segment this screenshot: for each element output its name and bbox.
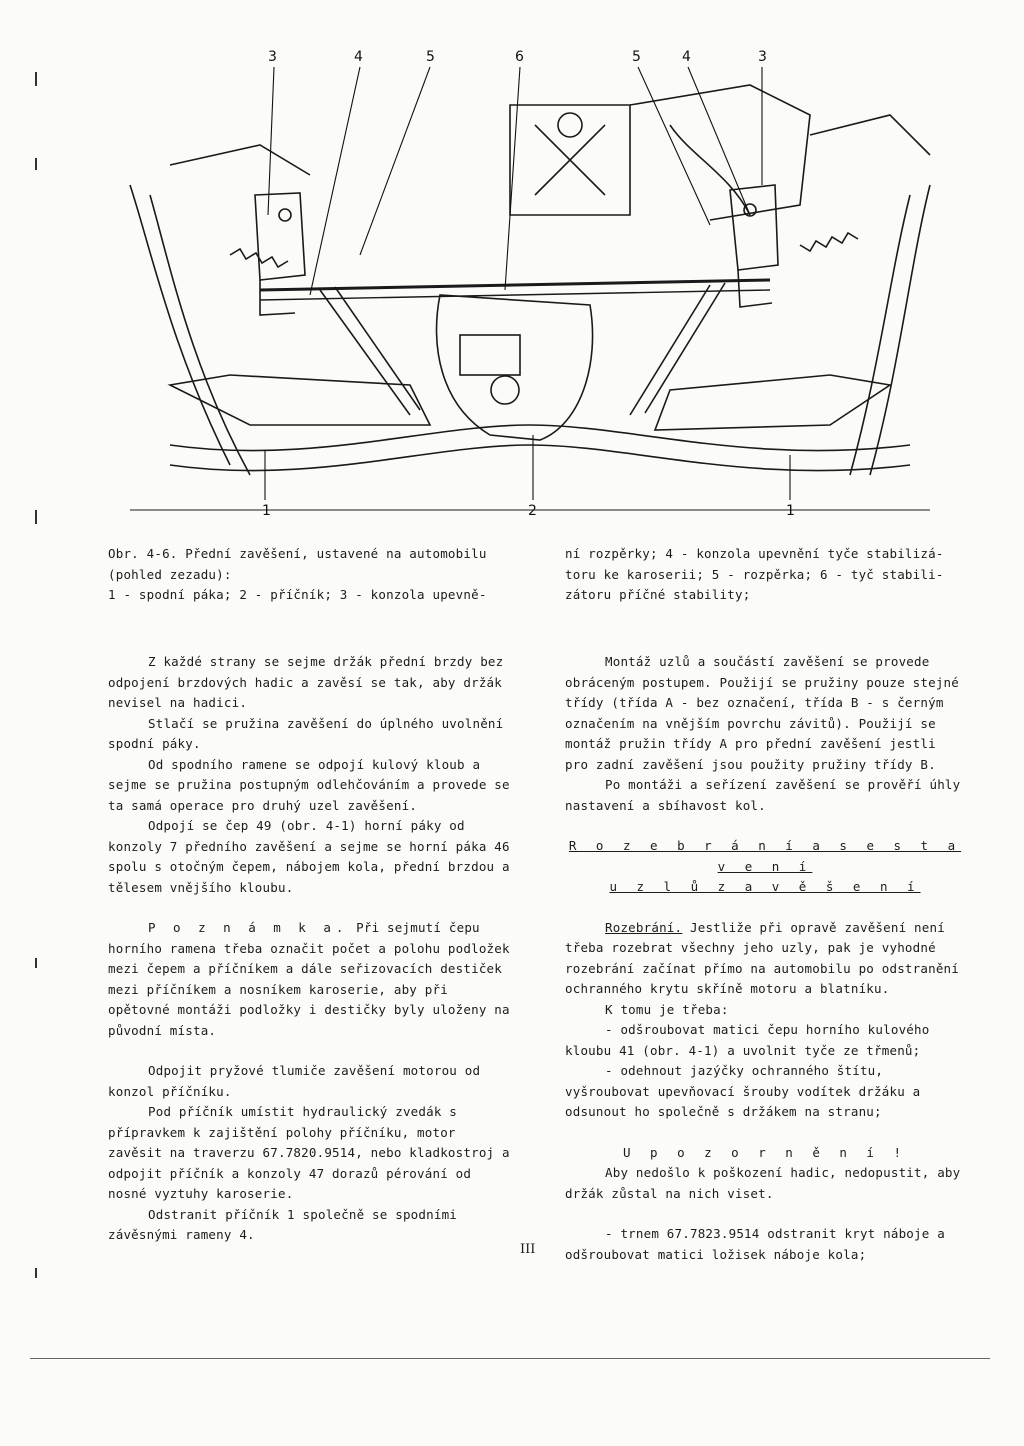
suspension-drawing bbox=[110, 45, 950, 525]
paragraph: Odpojí se čep 49 (obr. 4-1) horní páky od konzoly 7 předního zavěšení a sejme se horní páka 46 spolu s otočným čepem, nábojem kola, přední brzdou a tělesem vnějšího kloubu. bbox=[108, 818, 510, 895]
callout-3-right: 3 bbox=[758, 49, 767, 65]
callout-1-right: 1 bbox=[786, 503, 795, 519]
callout-1-left: 1 bbox=[262, 503, 271, 519]
note-paragraph bbox=[108, 918, 516, 1041]
list-item: - odšroubovat matici čepu horního kulového kloubu 41 (obr. 4-1) a uvolnit tyče ze třmenů; bbox=[565, 1022, 930, 1058]
paragraph-text: Jestliže při opravě zavěšení není třeba rozebrat všechny jeho uzly, pak je vyhodné rozebrání začínat přímo na automobilu po odstranění ochranného krytu skříně motoru a blatníku. bbox=[565, 919, 960, 996]
caption-line: 1 - spodní páka; 2 - příčník; 3 - konzola upevně- bbox=[108, 587, 487, 602]
caption-line: (pohled zezadu): bbox=[108, 566, 232, 582]
page-bottom-rule bbox=[30, 1358, 990, 1359]
figure-caption-right bbox=[565, 544, 965, 606]
paragraph: Od spodního ramene se odpojí kulový kloub a sejme se pružina postupným odlehčováním a provede se ta samá operace pro druhý uzel zavěšení. bbox=[108, 756, 510, 813]
right-text-column bbox=[565, 652, 965, 1265]
callout-6: 6 bbox=[515, 49, 524, 65]
paragraph: Montáž uzlů a součástí zavěšení se provede obráceným postupem. Použijí se pružiny pouze stejné třídy (třída A - bez označení, třída B - s černým označením na vnějším povrchu závitů). Použijí se montáž pružin třídy A pro přední zavěšení jestli pro zadní zavěšení jsou použity pružiny třídy B. bbox=[565, 654, 960, 772]
warning-heading: U p o z o r n ě n í ! bbox=[622, 1144, 908, 1160]
list-item: - odehnout jazýčky ochranného štítu, vyšroubovat upevňovací šrouby vodítek držáku a odsunout ho společně s držákem na stranu; bbox=[565, 1063, 921, 1119]
caption-line: zátoru příčné stability; bbox=[565, 587, 751, 602]
margin-mark bbox=[35, 510, 37, 524]
paragraph: K tomu je třeba: bbox=[605, 1001, 729, 1017]
suspension-illustration bbox=[110, 45, 950, 525]
paragraph: Po montáži a seřízení zavěšení se prověří úhly nastavení a sbíhavost kol. bbox=[565, 777, 961, 813]
caption-line: Obr. 4-6. Přední zavěšení, ustavené na automobilu bbox=[108, 546, 487, 561]
list-item: - trnem 67.7823.9514 odstranit kryt náboje a odšroubovat matici ložisek náboje kola; bbox=[565, 1226, 945, 1262]
paragraph: Odstranit příčník 1 společně se spodními závěsnými rameny 4. bbox=[108, 1206, 458, 1242]
caption-line: ní rozpěrky; 4 - konzola upevnění tyče stabilizá- bbox=[565, 546, 944, 561]
warning-text: Aby nedošlo k poškození hadic, nedopustit, aby držák zůstal na nich viset. bbox=[565, 1165, 961, 1201]
callout-3-left: 3 bbox=[268, 49, 277, 65]
callout-5-right: 5 bbox=[632, 49, 641, 65]
section-heading: R o z e b r á n í a s e s t a v e n í bbox=[568, 838, 962, 874]
margin-mark bbox=[35, 158, 37, 170]
page-number: III bbox=[520, 1242, 536, 1257]
figure-caption-left bbox=[108, 544, 516, 606]
paragraph bbox=[565, 918, 965, 1000]
callout-5-left: 5 bbox=[426, 49, 435, 65]
note-text: Při sejmutí čepu horního ramena třeba označit počet a polohu podložek mezi čepem a příčníkem a dále seřizovacích destiček mezi příčníkem a nosníkem karoserie, aby při opětovné montáži podložky i destičky byly uloženy na původní místa. bbox=[108, 920, 510, 1038]
caption-line: toru ke karoserii; 5 - rozpěrka; 6 - tyč stabili- bbox=[565, 566, 944, 582]
callout-2: 2 bbox=[528, 503, 537, 519]
left-text-column bbox=[108, 652, 516, 1246]
note-label: P o z n á m k a. bbox=[148, 920, 349, 935]
margin-mark bbox=[35, 72, 37, 86]
margin-mark bbox=[35, 958, 37, 968]
paragraph-label: Rozebrání. bbox=[605, 919, 683, 935]
callout-4-right: 4 bbox=[682, 49, 691, 65]
margin-mark bbox=[35, 1268, 37, 1278]
callout-4-left: 4 bbox=[354, 49, 363, 65]
paragraph: Stlačí se pružina zavěšení do úplného uvolnění spodní páky. bbox=[108, 715, 504, 751]
paragraph: Z každé strany se sejme držák přední brzdy bez odpojení brzdových hadic a zavěsí se tak, aby držák nevisel na hadici. bbox=[108, 654, 504, 710]
section-heading: u z l ů z a v ě š e n í bbox=[609, 879, 921, 894]
paragraph: Pod příčník umístit hydraulický zvedák s přípravkem k zajištění polohy příčníku, motor zavěsit na traverzu 67.7820.9514, nebo kladkostroj a odpojit příčník a konzoly 47 dorazů pérování od nosné vyztuhy karoserie. bbox=[108, 1104, 510, 1201]
paragraph: Odpojit pryžové tlumiče zavěšení motorou od konzol příčníku. bbox=[108, 1063, 481, 1099]
